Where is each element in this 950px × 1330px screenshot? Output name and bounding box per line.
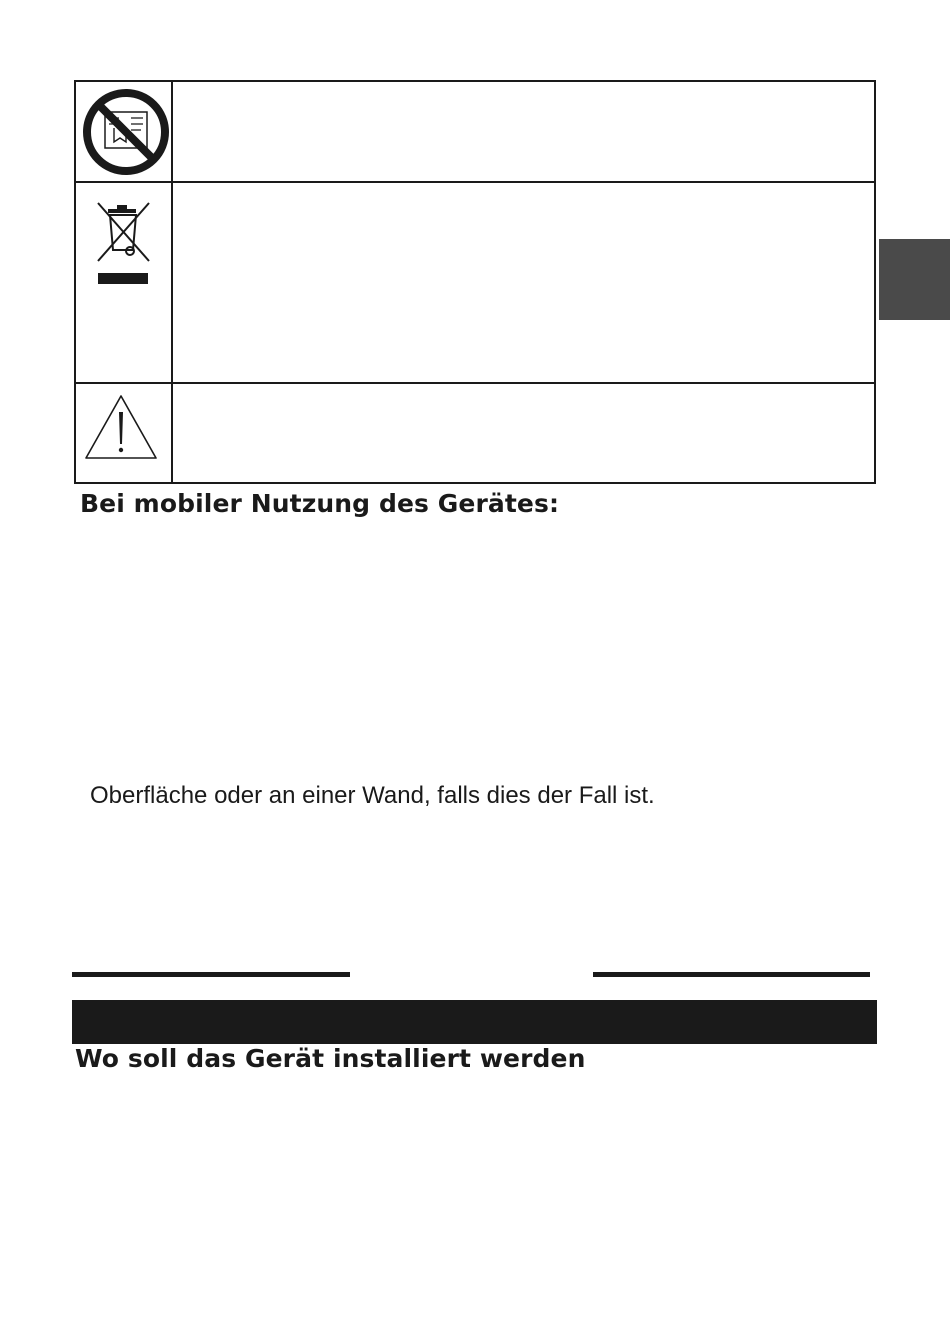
crossed-out-wheelie-bin-icon xyxy=(76,195,171,305)
section-heading: Bei mobiler Nutzung des Gerätes: xyxy=(80,489,560,518)
no-book-prohibited-icon xyxy=(76,82,171,179)
warning-triangle-icon xyxy=(76,384,171,482)
divider-left xyxy=(72,972,350,977)
section-title-bar xyxy=(72,1000,877,1044)
body-text: Oberfläche oder an einer Wand, falls dies der Fall ist. xyxy=(90,782,655,809)
symbol-table xyxy=(74,80,876,484)
section-heading: Wo soll das Gerät installiert werden xyxy=(75,1044,586,1073)
symbol-row xyxy=(76,382,874,484)
symbol-description xyxy=(175,384,874,484)
symbol-row xyxy=(76,181,874,382)
symbol-description xyxy=(175,183,874,382)
chapter-tab-marker xyxy=(879,239,950,320)
symbol-description xyxy=(175,82,874,181)
symbol-row xyxy=(76,82,874,181)
divider-right xyxy=(593,972,870,977)
